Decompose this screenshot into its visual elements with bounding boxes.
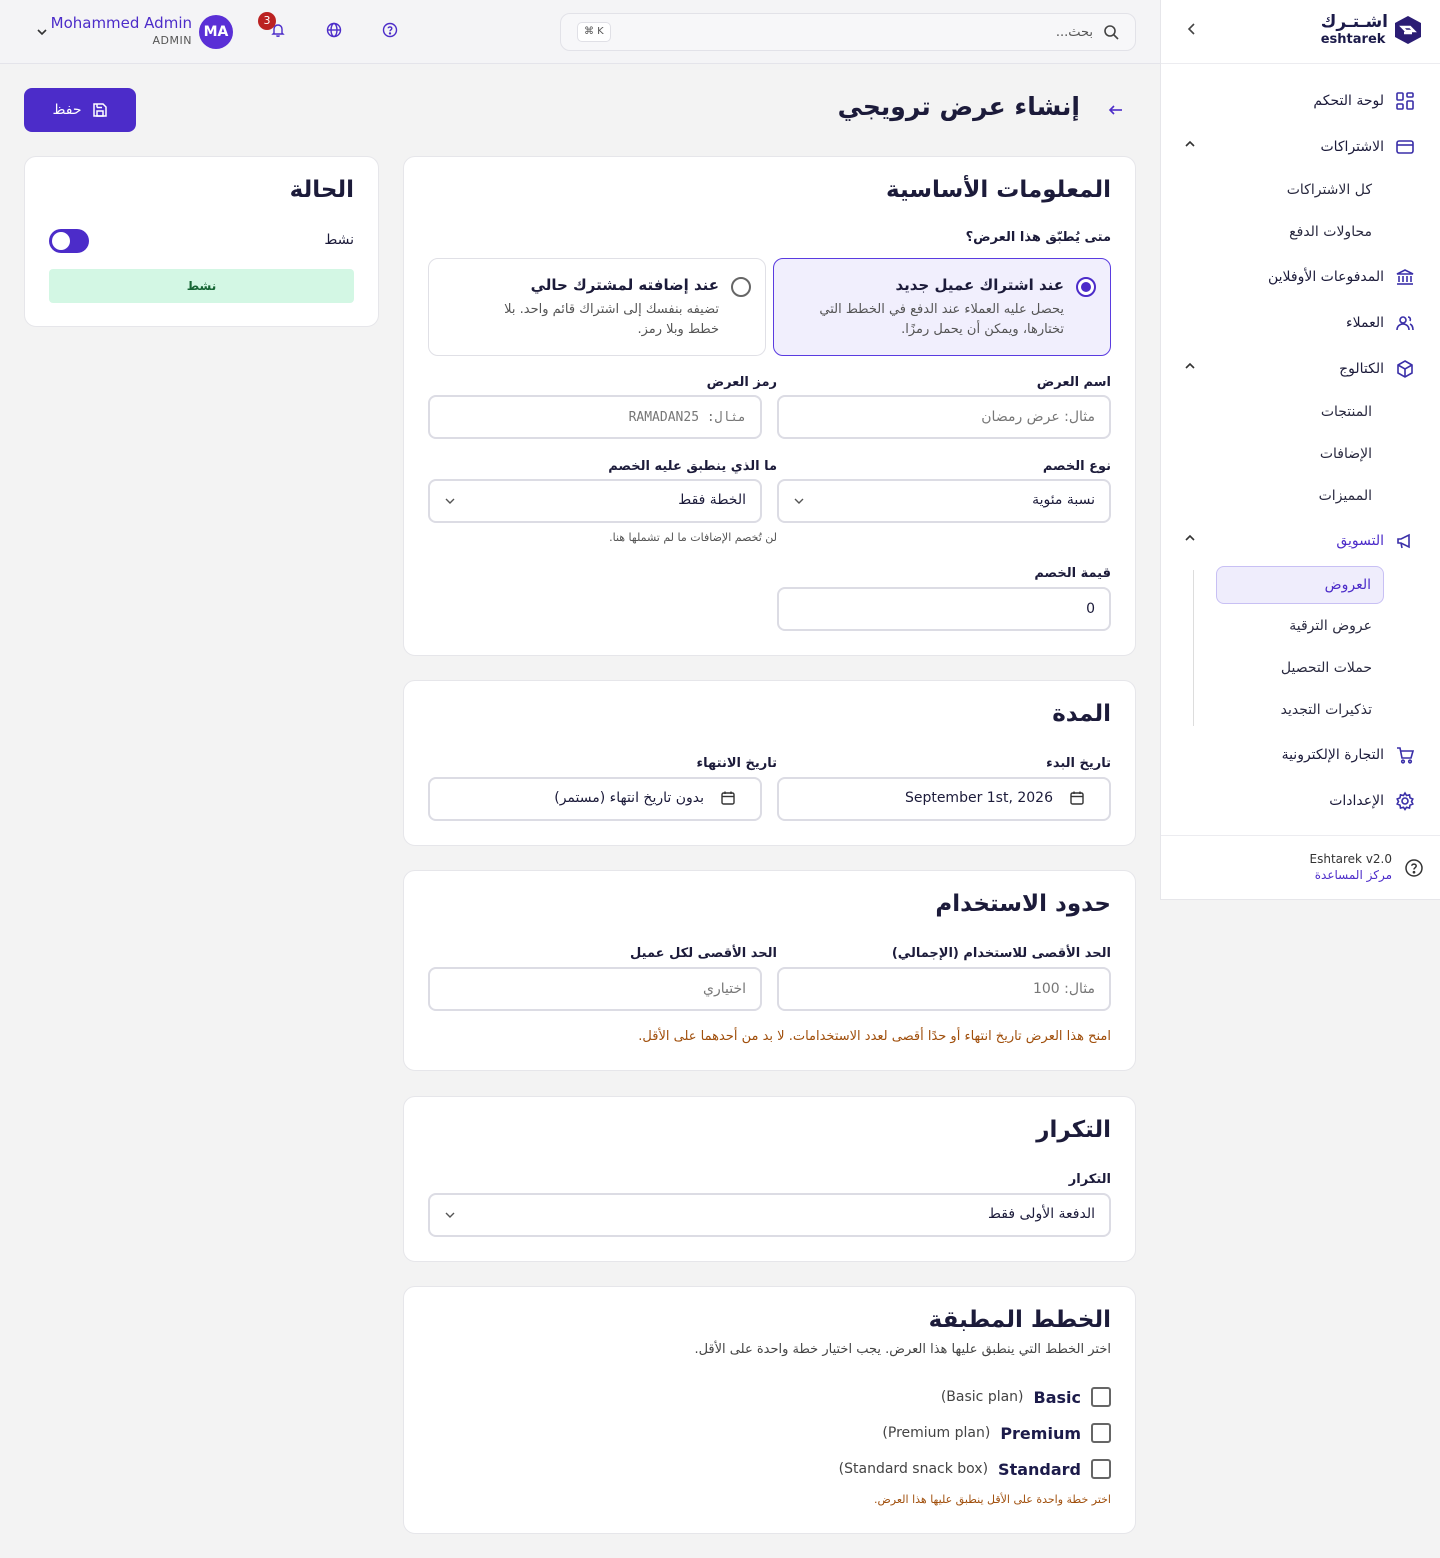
logo-english: eshtarek bbox=[1320, 32, 1386, 47]
plan-name: Standard bbox=[998, 1459, 1081, 1479]
offer-code-field[interactable] bbox=[428, 395, 762, 439]
plan-description: (Basic plan) bbox=[940, 1389, 1024, 1405]
applied-plans-subtitle: اختر الخطط التي ينطبق عليها هذا العرض. يجب اختيار خطة واحدة على الأقل. bbox=[694, 1342, 1111, 1357]
status-title: الحالة bbox=[289, 177, 354, 203]
chevron-up-icon[interactable] bbox=[1184, 360, 1196, 372]
plan-description: (Standard snack box) bbox=[838, 1461, 989, 1477]
sidebar-item-marketing[interactable] bbox=[1184, 522, 1416, 560]
logo[interactable] bbox=[1321, 14, 1422, 46]
plan-checkbox-basic[interactable] bbox=[1091, 1387, 1111, 1407]
offer-name-input[interactable] bbox=[779, 397, 1109, 437]
start-date-picker[interactable] bbox=[777, 777, 1111, 821]
chevron-left-icon[interactable] bbox=[1185, 22, 1199, 36]
chevron-down-icon bbox=[444, 495, 456, 507]
sidebar-item-upgrade-offers[interactable] bbox=[1289, 607, 1372, 645]
sidebar-item-label: العروض bbox=[1324, 577, 1371, 593]
top-bar bbox=[0, 0, 1160, 64]
status-card bbox=[24, 156, 379, 327]
applied-plans-title: الخطط المطبقة bbox=[928, 1307, 1111, 1333]
chevron-down-icon bbox=[444, 1209, 456, 1221]
end-date-value: بدون تاريخ انتهاء (مستمر) bbox=[554, 790, 704, 806]
globe-icon[interactable] bbox=[326, 22, 342, 38]
option-existing-subscriber[interactable] bbox=[428, 258, 766, 356]
sidebar-item-features[interactable] bbox=[1319, 477, 1372, 515]
sidebar-item-label: تذكيرات التجديد bbox=[1280, 702, 1372, 718]
sidebar-item-label: الكتالوج bbox=[1339, 361, 1384, 377]
discount-value-label: قيمة الخصم bbox=[1034, 566, 1111, 581]
user-role: ADMIN bbox=[152, 34, 192, 47]
sidebar-item-label: لوحة التحكم bbox=[1313, 93, 1384, 109]
radio-existing-subscriber[interactable] bbox=[731, 277, 751, 297]
logo-mark-icon bbox=[1394, 15, 1422, 45]
option-description: يحصل عليه العملاء عند الدفع في الخطط التي تختارها، ويمكن أن يحمل رمزًا. bbox=[819, 302, 1064, 337]
duration-card bbox=[403, 680, 1136, 846]
discount-value-input[interactable] bbox=[779, 589, 1109, 629]
cart-icon bbox=[1394, 744, 1416, 766]
credit-card-icon bbox=[1394, 136, 1416, 158]
recurrence-select[interactable] bbox=[428, 1193, 1111, 1237]
gear-icon bbox=[1394, 790, 1416, 812]
megaphone-icon bbox=[1394, 530, 1416, 552]
sidebar-item-renewal-reminders[interactable] bbox=[1281, 691, 1372, 729]
recurrence-value: الدفعة الأولى فقط bbox=[988, 1206, 1095, 1222]
sidebar-item-label: الإعدادات bbox=[1329, 793, 1384, 809]
help-circle-icon[interactable] bbox=[1404, 858, 1424, 878]
discount-type-value: نسبة مئوية bbox=[1032, 492, 1095, 508]
offer-code-input[interactable] bbox=[430, 397, 760, 437]
sidebar-item-all-subscriptions[interactable] bbox=[1287, 171, 1372, 209]
chevron-up-icon[interactable] bbox=[1184, 138, 1196, 150]
offer-name-field[interactable] bbox=[777, 395, 1111, 439]
sidebar-item-payment-attempts[interactable] bbox=[1289, 213, 1372, 251]
duration-title: المدة bbox=[1052, 701, 1111, 727]
discount-type-select[interactable] bbox=[777, 479, 1111, 523]
calendar-icon bbox=[1069, 790, 1085, 806]
basic-info-title: المعلومات الأساسية bbox=[886, 177, 1111, 203]
usage-limits-title: حدود الاستخدام bbox=[935, 891, 1111, 917]
per-customer-limit-input[interactable] bbox=[430, 969, 760, 1009]
option-title: عند اشتراك عميل جديد bbox=[895, 276, 1064, 294]
total-limit-input[interactable] bbox=[779, 969, 1109, 1009]
sidebar-item-dunning-campaigns[interactable] bbox=[1281, 649, 1372, 687]
plan-row-premium[interactable] bbox=[882, 1421, 1111, 1445]
radio-new-subscriber[interactable] bbox=[1076, 277, 1096, 297]
end-date-picker[interactable] bbox=[428, 777, 762, 821]
plans-error: اختر خطة واحدة على الأقل ينطبق عليها هذا العرض. bbox=[874, 1493, 1111, 1506]
logo-arabic: اشـتـرك bbox=[1320, 12, 1388, 32]
start-date-label: تاريخ البدء bbox=[1046, 756, 1111, 771]
sidebar-item-label: محاولات الدفع bbox=[1289, 224, 1372, 240]
sidebar-item-catalog[interactable] bbox=[1184, 350, 1416, 388]
applies-to-label: ما الذي ينطبق عليه الخصم bbox=[608, 459, 777, 474]
avatar[interactable]: MA bbox=[199, 15, 233, 49]
box-icon bbox=[1394, 358, 1416, 380]
recurrence-label: التكرار bbox=[1068, 1172, 1111, 1187]
active-toggle[interactable] bbox=[49, 229, 89, 253]
usage-limits-card bbox=[403, 870, 1136, 1071]
plan-checkbox-standard[interactable] bbox=[1091, 1459, 1111, 1479]
sidebar-item-addons[interactable] bbox=[1320, 435, 1372, 473]
users-icon bbox=[1394, 312, 1416, 334]
start-date-value: September 1st, 2026 bbox=[904, 790, 1053, 806]
plan-row-standard[interactable] bbox=[839, 1457, 1111, 1481]
sidebar-item-label: العملاء bbox=[1346, 315, 1384, 331]
back-arrow-icon[interactable] bbox=[1108, 102, 1124, 118]
offer-code-label: رمز العرض bbox=[706, 375, 777, 390]
sidebar bbox=[1160, 0, 1440, 900]
sidebar-item-label: التسويق bbox=[1336, 533, 1384, 549]
submenu-line bbox=[1193, 570, 1194, 726]
sidebar-item-offline-payments[interactable] bbox=[1184, 258, 1416, 296]
bank-icon bbox=[1394, 266, 1416, 288]
plan-row-basic[interactable] bbox=[941, 1385, 1111, 1409]
limits-warning: امنح هذا العرض تاريخ انتهاء أو حدًا أقصى لعدد الاستخدامات. لا بد من أحدهما على الأقل. bbox=[638, 1029, 1111, 1044]
sidebar-item-products[interactable] bbox=[1321, 393, 1372, 431]
per-customer-limit-field[interactable] bbox=[428, 967, 762, 1011]
grid-icon bbox=[1394, 90, 1416, 112]
chevron-down-icon[interactable] bbox=[36, 26, 48, 38]
save-button[interactable] bbox=[24, 88, 136, 132]
search-box[interactable] bbox=[560, 13, 1136, 51]
end-date-label: تاريخ الانتهاء bbox=[696, 756, 777, 771]
status-badge: نشط bbox=[49, 269, 354, 303]
sidebar-item-label: الإضافات bbox=[1319, 446, 1372, 462]
option-title: عند إضافته لمشترك حالي bbox=[530, 276, 719, 294]
save-icon bbox=[92, 102, 108, 118]
option-new-subscriber[interactable] bbox=[773, 258, 1111, 356]
sidebar-item-label: المنتجات bbox=[1320, 404, 1372, 420]
applies-to-value: الخطة فقط bbox=[678, 492, 746, 508]
offer-name-label: اسم العرض bbox=[1036, 375, 1111, 390]
total-limit-label: الحد الأقصى للاستخدام (الإجمالي) bbox=[891, 946, 1111, 961]
help-center-link[interactable]: مركز المساعدة bbox=[1314, 868, 1392, 882]
sidebar-item-customers[interactable] bbox=[1184, 304, 1416, 342]
discount-value-field[interactable] bbox=[777, 587, 1111, 631]
sidebar-item-dashboard[interactable] bbox=[1184, 82, 1416, 120]
sidebar-header bbox=[1161, 0, 1440, 64]
applied-plans-card bbox=[403, 1286, 1136, 1534]
plan-name: Premium bbox=[1000, 1423, 1081, 1443]
sidebar-item-offers[interactable] bbox=[1216, 566, 1384, 604]
search-input[interactable] bbox=[673, 14, 1093, 50]
app-version: Eshtarek v2.0 bbox=[1309, 852, 1392, 866]
sidebar-item-label: المميزات bbox=[1318, 488, 1372, 504]
sidebar-item-settings[interactable] bbox=[1184, 782, 1416, 820]
page-title: إنشاء عرض ترويجي bbox=[837, 92, 1080, 121]
user-name[interactable]: Mohammed Admin bbox=[50, 14, 192, 32]
total-limit-field[interactable] bbox=[777, 967, 1111, 1011]
sidebar-item-label: المدفوعات الأوفلاين bbox=[1267, 269, 1384, 285]
sidebar-item-subscriptions[interactable] bbox=[1184, 128, 1416, 166]
option-description: تضيفه بنفسك إلى اشتراك قائم واحد. بلا خطط وبلا رمز. bbox=[504, 302, 719, 337]
help-icon[interactable] bbox=[382, 22, 398, 38]
basic-info-card bbox=[403, 156, 1136, 656]
sidebar-item-label: كل الاشتراكات bbox=[1286, 182, 1372, 198]
sidebar-item-label: عروض الترقية bbox=[1289, 618, 1372, 634]
notification-badge: 3 bbox=[258, 12, 276, 30]
save-button-label: حفظ bbox=[52, 102, 82, 118]
sidebar-footer bbox=[1161, 835, 1440, 899]
applies-to-select[interactable] bbox=[428, 479, 762, 523]
plan-checkbox-premium[interactable] bbox=[1091, 1423, 1111, 1443]
active-toggle-label: نشط bbox=[324, 232, 354, 248]
per-customer-limit-label: الحد الأقصى لكل عميل bbox=[630, 946, 777, 961]
calendar-icon bbox=[720, 790, 736, 806]
applies-question: متى يُطبّق هذا العرض؟ bbox=[965, 230, 1111, 245]
search-icon bbox=[1103, 24, 1119, 40]
discount-type-label: نوع الخصم bbox=[1042, 459, 1111, 474]
recurrence-card bbox=[403, 1096, 1136, 1262]
chevron-up-icon[interactable] bbox=[1184, 532, 1196, 544]
applies-to-hint: لن تُخصم الإضافات ما لم تشملها هنا. bbox=[609, 531, 777, 544]
sidebar-item-ecommerce[interactable] bbox=[1184, 736, 1416, 774]
plan-name: Basic bbox=[1033, 1387, 1081, 1407]
sidebar-item-label: حملات التحصيل bbox=[1280, 660, 1372, 676]
sidebar-item-label: التجارة الإلكترونية bbox=[1281, 747, 1384, 763]
sidebar-item-label: الاشتراكات bbox=[1320, 139, 1384, 155]
recurrence-title: التكرار bbox=[1036, 1117, 1111, 1143]
chevron-down-icon bbox=[793, 495, 805, 507]
shortcut-hint: ⌘ K bbox=[577, 22, 611, 42]
plan-description: (Premium plan) bbox=[882, 1425, 991, 1441]
